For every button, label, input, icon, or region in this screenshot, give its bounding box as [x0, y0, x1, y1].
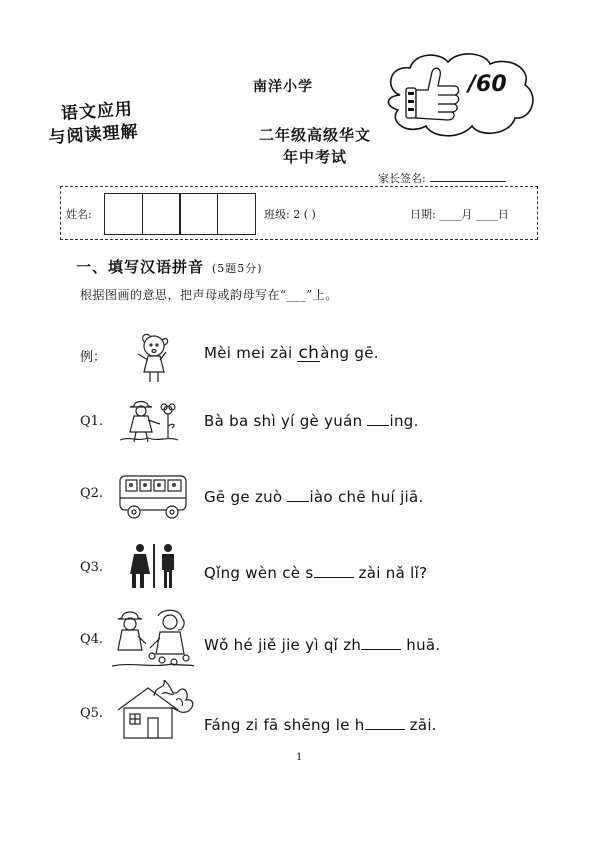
name-box[interactable]: [104, 193, 143, 235]
example-sentence: [204, 344, 379, 362]
name-boxes: [104, 193, 254, 235]
sentence-end: zāi.: [404, 716, 437, 734]
section-title: 一、填写汉语拼音: [76, 258, 205, 276]
question-label: Q4.: [80, 632, 104, 647]
sentence-start: Bà ba shì yí gè yuán: [204, 412, 368, 430]
exam-title: 二年级高级华文: [258, 126, 371, 144]
logo-line-1: 语文应用: [60, 99, 134, 125]
question-sentence: [204, 488, 424, 506]
sentence-start: Mèi mei zài: [204, 344, 298, 362]
question-sentence: [204, 412, 419, 430]
instruction-text: 根据图画的意思，把声母或韵母写在“___”上。: [80, 288, 338, 302]
sentence-end: ing.: [389, 412, 419, 430]
answer-blank[interactable]: [365, 716, 405, 730]
question-sentence: [204, 636, 440, 654]
date-field[interactable]: 日期: ____月 ____日: [410, 208, 509, 221]
thumbs-up-cloud-icon: [380, 50, 540, 140]
logo-line-2: 与阅读理解: [48, 121, 140, 149]
sentence-start: Fáng zi fā shēng le h: [204, 716, 365, 734]
girl-singing-icon: [118, 330, 178, 384]
name-box[interactable]: [217, 193, 256, 235]
name-label: 姓名:: [66, 208, 92, 221]
toilet-sign-icon: [128, 542, 180, 590]
planting-flowers-icon: [112, 608, 194, 670]
example-label: 例：: [80, 350, 107, 365]
example-answer: ch: [298, 343, 320, 363]
parent-signature-label: 家长签名:: [378, 172, 426, 185]
total-score: /60: [468, 72, 507, 97]
question-sentence: [204, 716, 437, 734]
answer-blank[interactable]: [287, 488, 309, 502]
sentence-end: àng gē.: [320, 344, 379, 362]
sentence-end: iào chē huí jiā.: [309, 488, 424, 506]
question-label: Q2.: [80, 486, 104, 501]
parent-signature-field[interactable]: [430, 181, 506, 182]
name-box[interactable]: [179, 193, 218, 235]
page-number: 1: [296, 752, 303, 763]
sentence-end: zài nǎ lǐ?: [353, 564, 428, 582]
school-bus-icon: [118, 470, 190, 520]
school-name: 南洋小学: [253, 79, 313, 95]
sentence-end: huā.: [401, 636, 441, 654]
exam-subtitle: 年中考试: [282, 148, 347, 166]
answer-blank[interactable]: [367, 412, 389, 426]
question-label: Q1.: [80, 414, 104, 429]
section-heading: [76, 256, 263, 277]
question-sentence: [204, 564, 427, 582]
gardener-icon: [118, 398, 180, 444]
question-label: Q5.: [80, 706, 104, 721]
answer-blank[interactable]: [314, 564, 354, 578]
sentence-start: Qǐng wèn cè s: [204, 564, 314, 582]
sentence-start: Gē ge zuò: [204, 488, 288, 506]
question-label: Q3.: [80, 560, 104, 575]
name-box[interactable]: [142, 193, 181, 235]
sentence-start: Wǒ hé jiě jie yì qǐ zh: [204, 636, 362, 654]
answer-blank[interactable]: [361, 636, 401, 650]
house-fire-icon: [114, 680, 204, 742]
section-marks: (5题5分): [212, 262, 263, 275]
class-field[interactable]: 班级: 2 ( ): [264, 208, 316, 221]
